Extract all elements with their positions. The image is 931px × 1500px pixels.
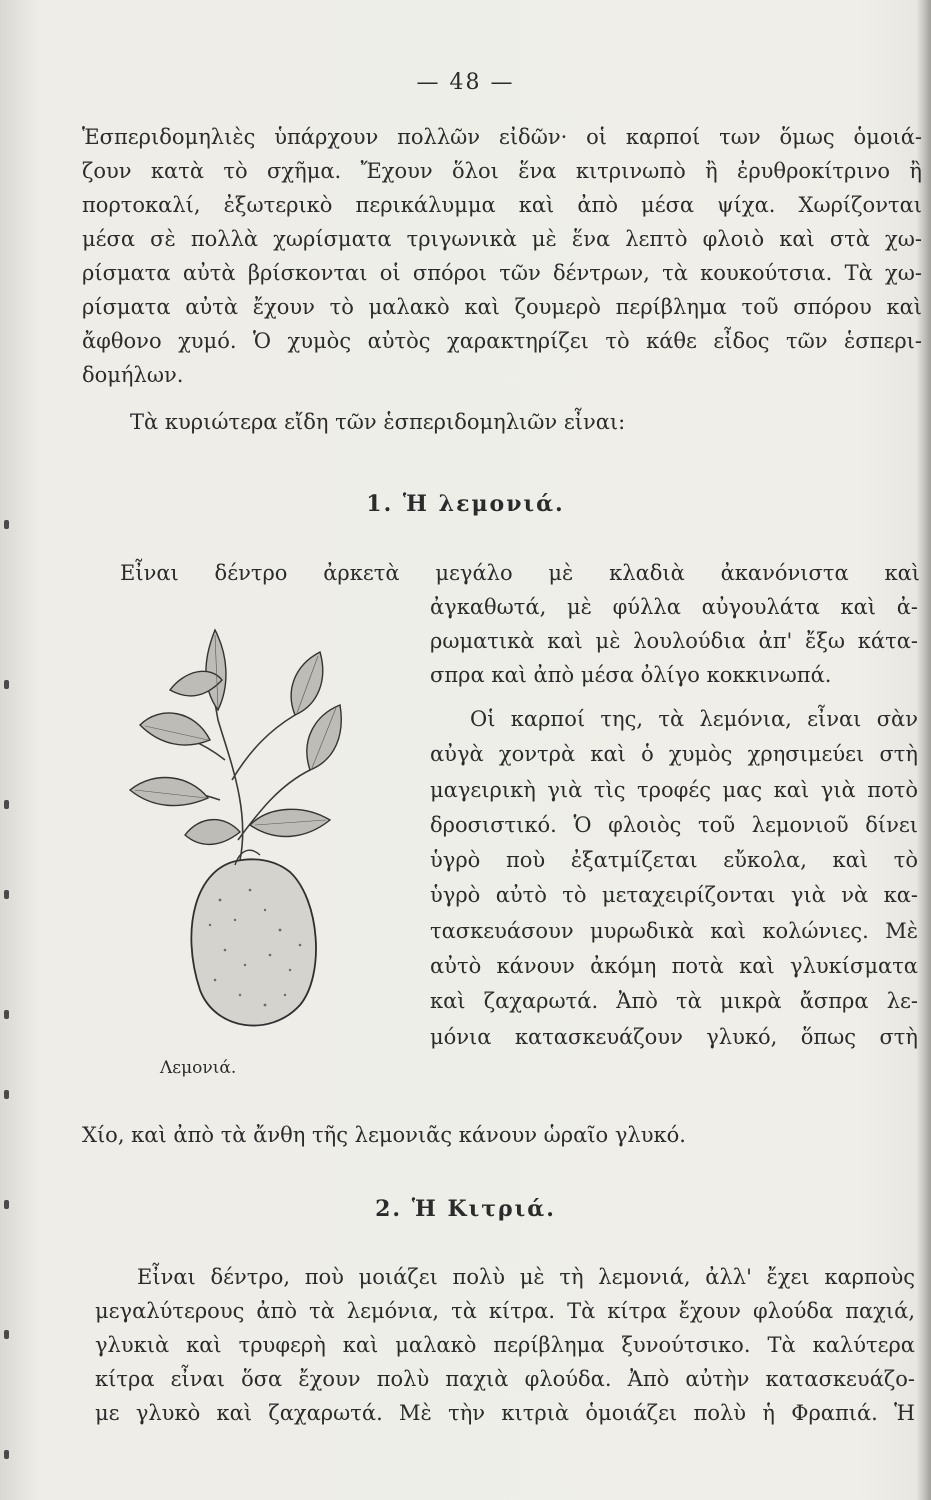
text-line: με γλυκὸ καὶ ζαχαρωτά. Μὲ τὴν κιτριὰ ὁμοιάζει πολὺ ἡ Φραπιά. Ἡ xyxy=(95,1401,915,1425)
text-line: γλυκιὰ καὶ τρυφερὴ καὶ μαλακὸ περίβλημα ξυνούτσικο. Τὰ καλύτερα xyxy=(95,1333,915,1357)
margin-mark xyxy=(4,1330,9,1339)
lemon-last-line: Χίο, καὶ ἀπὸ τὰ ἄνθη τῆς λεμονιᾶς κάνουν ὡραῖο γλυκό. xyxy=(82,1123,686,1147)
margin-mark xyxy=(4,1010,9,1019)
paragraph-citrus-intro xyxy=(82,120,922,392)
margin-mark xyxy=(4,890,9,899)
lemon-first-line xyxy=(120,556,920,590)
text-line: δομήλων. xyxy=(82,363,184,387)
species-intro: Τὰ κυριώτερα εἴδη τῶν ἑσπεριδομηλιῶν εἶναι: xyxy=(130,410,626,434)
text-line: σπρα καὶ ἀπὸ μέσα ὀλίγο κοκκινωπά. xyxy=(430,663,832,687)
text-line: αὐτὸ κάνουν ἀκόμη ποτὰ καὶ γλυκίσματα xyxy=(430,954,918,979)
margin-mark xyxy=(4,1450,9,1459)
section-heading-lemon: 1. Ἡ λεμονιά. xyxy=(366,491,565,517)
margin-mark xyxy=(4,1090,9,1099)
text-line: μόνια κατασκευάζουν γλυκό, ὅπως στὴ xyxy=(430,1024,918,1049)
text-line: ρίσματα αὐτὰ ἔχουν τὸ μαλακὸ καὶ ζουμερὸ περίβλημα τοῦ σπόρου καὶ xyxy=(82,295,922,319)
figure-caption: Λεμονιά. xyxy=(160,1058,237,1078)
text-line: ζουν κατὰ τὸ σχῆμα. Ἔχουν ὅλοι ἕνα κιτρινωπὸ ἢ ἐρυθροκίτρινο ἢ xyxy=(82,159,922,183)
text-line: τασκευάσουν μυρωδικὰ καὶ κολώνιες. Μὲ xyxy=(430,918,918,943)
margin-mark xyxy=(4,680,9,689)
lemon-branch-illustration xyxy=(100,610,420,1050)
text-line: Ἑσπεριδομηλιὲς ὑπάρχουν πολλῶν εἰδῶν· οἱ καρποί των ὅμως ὁμοιά- xyxy=(82,125,922,149)
text-line: μαγειρικὴ γιὰ τὶς τροφές μας καὶ γιὰ ποτὸ xyxy=(430,777,918,802)
text-line: ὑγρὸ αὐτὸ τὸ μεταχειρίζονται γιὰ νὰ κα- xyxy=(430,883,918,908)
text-line: ὑγρὸ ποὺ ἐξατμίζεται εὔκολα, καὶ τὸ xyxy=(430,848,918,873)
margin-mark xyxy=(4,800,9,809)
text-line: ρίσματα αὐτὰ βρίσκονται οἱ σπόροι τῶν δέντρων, τὰ κουκούτσια. Τὰ χω- xyxy=(82,261,922,285)
lemon-column-a xyxy=(430,590,918,692)
text-line: δροσιστικό. Ὁ φλοιὸς τοῦ λεμονιοῦ δίνει xyxy=(430,812,918,837)
text-line: μεγαλύτερους ἀπὸ τὰ λεμόνια, τὰ κίτρα. Τὰ κίτρα ἔχουν φλούδα παχιά, xyxy=(95,1299,915,1323)
margin-mark xyxy=(4,520,9,529)
text-line: Οἱ καρποί της, τὰ λεμόνια, εἶναι σὰν xyxy=(470,707,918,731)
text-line: ἀγκαθωτά, μὲ φύλλα αὐγουλάτα καὶ ἀ- xyxy=(430,595,918,619)
lemon-column-b xyxy=(430,702,918,1055)
paragraph-citron xyxy=(95,1260,915,1430)
text-line: μέσα σὲ πολλὰ χωρίσματα τριγωνικὰ μὲ ἕνα λεπτὸ φλοιὸ καὶ στὰ χω- xyxy=(82,227,922,251)
text-line: Εἶναι δέντρο ἀρκετὰ μεγάλο μὲ κλαδιὰ ἀκανόνιστα καὶ xyxy=(120,561,920,585)
text-line: κίτρα εἶναι ὅσα ἔχουν πολὺ παχιὰ φλούδα. Ἀπὸ αὐτὴν κατασκευάζο- xyxy=(95,1367,915,1391)
text-line: ρωματικὰ καὶ μὲ λουλούδια ἀπ' ἔξω κάτα- xyxy=(430,629,918,653)
text-line: Εἶναι δέντρο, ποὺ μοιάζει πολὺ μὲ τὴ λεμονιά, ἀλλ' ἔχει καρποὺς xyxy=(137,1265,915,1289)
text-line: ἄφθονο χυμό. Ὁ χυμὸς αὐτὸς χαρακτηρίζει τὸ κάθε εἶδος τῶν ἑσπερι- xyxy=(82,329,922,353)
text-line: πορτοκαλί, ἐξωτερικὸ περικάλυμμα καὶ ἀπὸ μέσα ψίχα. Χωρίζονται xyxy=(82,193,922,217)
page-number: — 48 — xyxy=(416,70,515,95)
text-line: καὶ ζαχαρωτά. Ἀπὸ τὰ μικρὰ ἄσπρα λε- xyxy=(430,989,918,1014)
section-heading-citron: 2. Ἡ Κιτριά. xyxy=(375,1196,556,1222)
text-line: αὐγὰ χοντρὰ καὶ ὁ χυμὸς χρησιμεύει στὴ xyxy=(430,742,918,767)
